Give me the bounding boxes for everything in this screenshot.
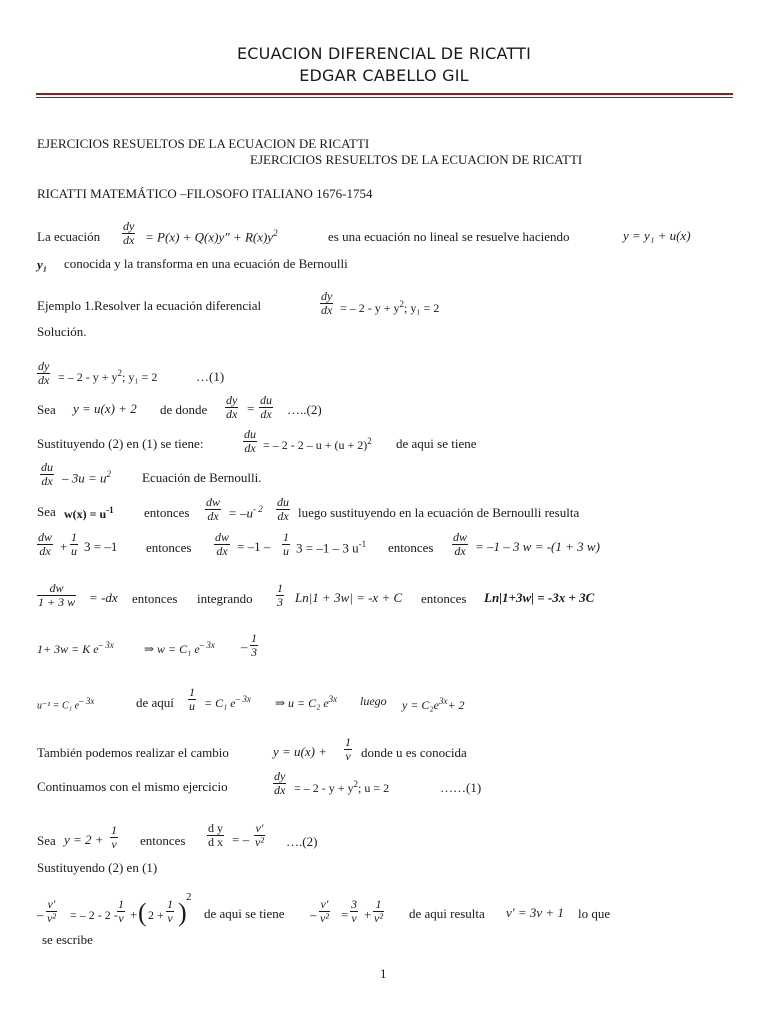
fraction-dy-dx: $\frac{dy}{dx}$ (38, 359, 50, 387)
fraction-3-v: $\frac{3}{v}$ (351, 897, 357, 925)
document-author: EDGAR CABELLO GIL (299, 66, 469, 85)
fraction-du-dx: $\frac{du}{dx}$ (41, 460, 53, 488)
text-sustituyendo: Sustituyendo (2) en (1) se tiene: (37, 436, 204, 451)
exp-equation-2: ⇒ w = C₁ $e^{- 3x}$ (144, 640, 215, 656)
text-sustituyendo-2: Sustituyendo (2) en (1) (37, 860, 158, 875)
text-entonces: entonces (146, 540, 192, 555)
fraction-dw-dx: $\frac{dw}{dx}$ (453, 530, 468, 558)
plus-sign: + (130, 907, 138, 922)
text-sea: Sea (37, 833, 56, 848)
fraction-dy-dx: $\frac{dy}{dx}$ (226, 393, 238, 421)
ln-result: Ln|1+3w| = -3x + 3C (484, 590, 595, 605)
text-sea: Sea (37, 402, 56, 417)
substitution-equation: y = y₁ + u(x) (623, 228, 691, 243)
text-tambien: También podemos realizar el cambio (37, 745, 229, 760)
text-de-aqui-resulta: de aqui resulta (409, 906, 485, 921)
equation-ref-1: …(1) (196, 369, 225, 384)
y-final-solution: $y = C_2e^{3x}+ 2$ (402, 696, 465, 712)
document-title: ECUACION DIFERENCIAL DE RICATTI (237, 44, 531, 63)
fraction-dy-dx: $\frac{dy}{dx}$ (123, 219, 135, 247)
text-ecuacion-bernoulli: Ecuación de Bernoulli. (142, 470, 262, 485)
fraction-dw-dx: $\frac{dw}{dx}$ (215, 530, 230, 558)
text-entonces: entonces (140, 833, 186, 848)
fraction-dw-1plus3w: $\frac{dw}{1 + 3 w}$ (38, 581, 76, 609)
u-c2-eq: ⇒ u = C₂ $e^{3x}$ (275, 694, 338, 710)
fraction-1-3: $\frac{1}{3}$ (277, 581, 283, 609)
header-rule-thin (36, 97, 733, 98)
square-exponent: 2 (186, 891, 192, 903)
continue-equation: = – $2 - y + y^2$; u = 2 (294, 779, 390, 795)
linear-eq-1: 3 = –1 (84, 539, 118, 554)
dw-equation: = $-u^{- 2}$ (228, 504, 263, 521)
history-line: RICATTI MATEMÁTICO –FILOSOFO ITALIANO 1676-1754 (37, 186, 373, 201)
fraction-vprime-v2: $\frac{v'}{\text{v²}}$ (320, 897, 329, 925)
fraction-1-u: $\frac{1}{u}$ (283, 530, 289, 558)
equation-1: = – $2 - y + y^2$; y₁ = 2 (58, 368, 158, 384)
equation-ref-1b: ……(1) (440, 780, 482, 795)
integration-eq: = -dx (89, 590, 118, 605)
minus-sign: – (310, 907, 317, 922)
bernoulli-equation: – $3u = u^2$ (62, 469, 112, 486)
fraction-1-v2: $\frac{1}{\text{v²}}$ (374, 897, 383, 925)
equation-ref-2b: ….(2) (286, 834, 318, 849)
text-integrando: integrando (197, 591, 253, 606)
subtitle-line: EJERCICIOS RESUELTOS DE LA ECUACION DE RICATTI (37, 136, 370, 151)
u-inverse-eq: u⁻¹ = C₁ $e^{- 3x}$ (37, 696, 95, 712)
c1e-eq: = C₁ $e^{- 3x}$ (204, 694, 251, 710)
fraction-du-dx: $\frac{du}{dx}$ (260, 393, 272, 421)
fraction-dy-dx: $\frac{dy}{dx}$ (321, 289, 333, 317)
left-paren: ( (138, 898, 147, 927)
text-de-aqui: de aquí (136, 695, 174, 710)
fraction-1-u: $\frac{1}{u}$ (71, 530, 77, 558)
text-entonces: entonces (388, 540, 434, 555)
two-plus: 2 + (148, 908, 164, 922)
dy-equation: = – (232, 832, 250, 847)
text-conocida: conocida y la transforma en una ecuación de Bernoulli (64, 256, 348, 271)
text-de-donde: de donde (160, 402, 208, 417)
plus-sign: + (60, 539, 68, 554)
text-lo-que: lo que (578, 906, 611, 921)
fraction-dw-dx: $\frac{dw}{dx}$ (206, 495, 221, 523)
fraction-1-v: $\frac{1}{v}$ (111, 823, 117, 851)
fraction-1-v: $\frac{1}{v}$ (345, 735, 351, 763)
solution-label: Solución. (37, 324, 87, 339)
w-definition: $w(x) = u^{-1}$ (64, 505, 114, 521)
exp-equation-1: 1+ 3w = K $e^{- 3x}$ (37, 640, 114, 656)
text-sea: Sea (37, 504, 56, 519)
plus-sign: + (364, 907, 372, 922)
text-la-ecuacion: La ecuación (37, 229, 101, 244)
example-equation: = – $2 - y + y^2$; y₁ = 2 (340, 299, 440, 315)
fraction-vprime-v2: $\frac{v'}{\text{v²}}$ (47, 897, 56, 925)
text-se-escribe: se escribe (42, 932, 93, 947)
minus-sign: – (241, 639, 248, 654)
linear-eq-2b: 3 = –1 – 3 $u^{-1}$ (296, 539, 367, 556)
fraction-1-u: $\frac{1}{u}$ (189, 685, 195, 713)
text-entonces: entonces (132, 591, 178, 606)
text-luego-sustituyendo: luego sustituyendo en la ecuación de Bernoulli resulta (298, 505, 580, 520)
y-substitution: y = u(x) + 2 (73, 401, 137, 416)
fraction-dw-dx: $\frac{dw}{dx}$ (38, 530, 53, 558)
right-paren: ) (178, 898, 187, 927)
subtitle-line-repeat: EJERCICIOS RESUELTOS DE LA ECUACION DE RICATTI (250, 152, 583, 167)
example-statement: Ejemplo 1.Resolver la ecuación diferencial (37, 298, 262, 313)
fraction-vprime-v2: $\frac{v'}{\text{v²}}$ (255, 821, 264, 849)
y-change-eq: y = u(x) + (273, 744, 327, 759)
text-no-lineal: es una ecuación no lineal se resuelve haciendo (328, 229, 570, 244)
y1-symbol: y₁ (37, 257, 48, 272)
linear-eq-3: = –1 – 3 w = -(1 + 3 w) (475, 539, 600, 554)
substituted-equation: = – $2 - 2 - u + (u + 2)^2$ (263, 436, 372, 452)
text-de-aqui-se-tiene: de aqui se tiene (396, 436, 477, 451)
vprime-equation: v′ = 3v + 1 (506, 905, 564, 920)
text-entonces: entonces (421, 591, 467, 606)
fraction-dy-dx: $\frac{dy}{dx}$ (274, 769, 286, 797)
equals-sign: = (341, 907, 349, 922)
minus-sign: – (37, 907, 44, 922)
fraction-1-3: $\frac{1}{3}$ (251, 631, 257, 659)
text-donde-u: donde u es conocida (361, 745, 467, 760)
text-entonces: entonces (144, 505, 190, 520)
text-de-aqui-se-tiene: de aqui se tiene (204, 906, 285, 921)
y-sea-eq: y = 2 + (64, 832, 104, 847)
page-number: 1 (380, 966, 387, 981)
linear-eq-2a: = –1 – (237, 539, 271, 554)
ricatti-equation: = $P(x) + Q(x)y'' + R(x)y^2$ (145, 228, 278, 245)
text-continuamos: Continuamos con el mismo ejercicio (37, 779, 228, 794)
fraction-du-dx: $\frac{du}{dx}$ (244, 427, 256, 455)
fraction-du-dx: $\frac{du}{dx}$ (277, 495, 289, 523)
fraction-1-v: $\frac{1}{v}$ (167, 897, 173, 925)
text-luego: luego (360, 694, 387, 708)
fraction-dy-dx: $\frac{\text{d y}}{\text{d x}}$ (208, 821, 223, 849)
final-lhs: = – 2 - 2 - (70, 908, 118, 922)
equals-sign: = (247, 401, 255, 416)
fraction-1-v: $\frac{1}{v}$ (118, 897, 124, 925)
equation-ref-2: …..(2) (287, 402, 322, 417)
header-rule-thick (36, 93, 733, 95)
ln-equation: Ln|1 + 3w| = -x + C (295, 590, 403, 605)
